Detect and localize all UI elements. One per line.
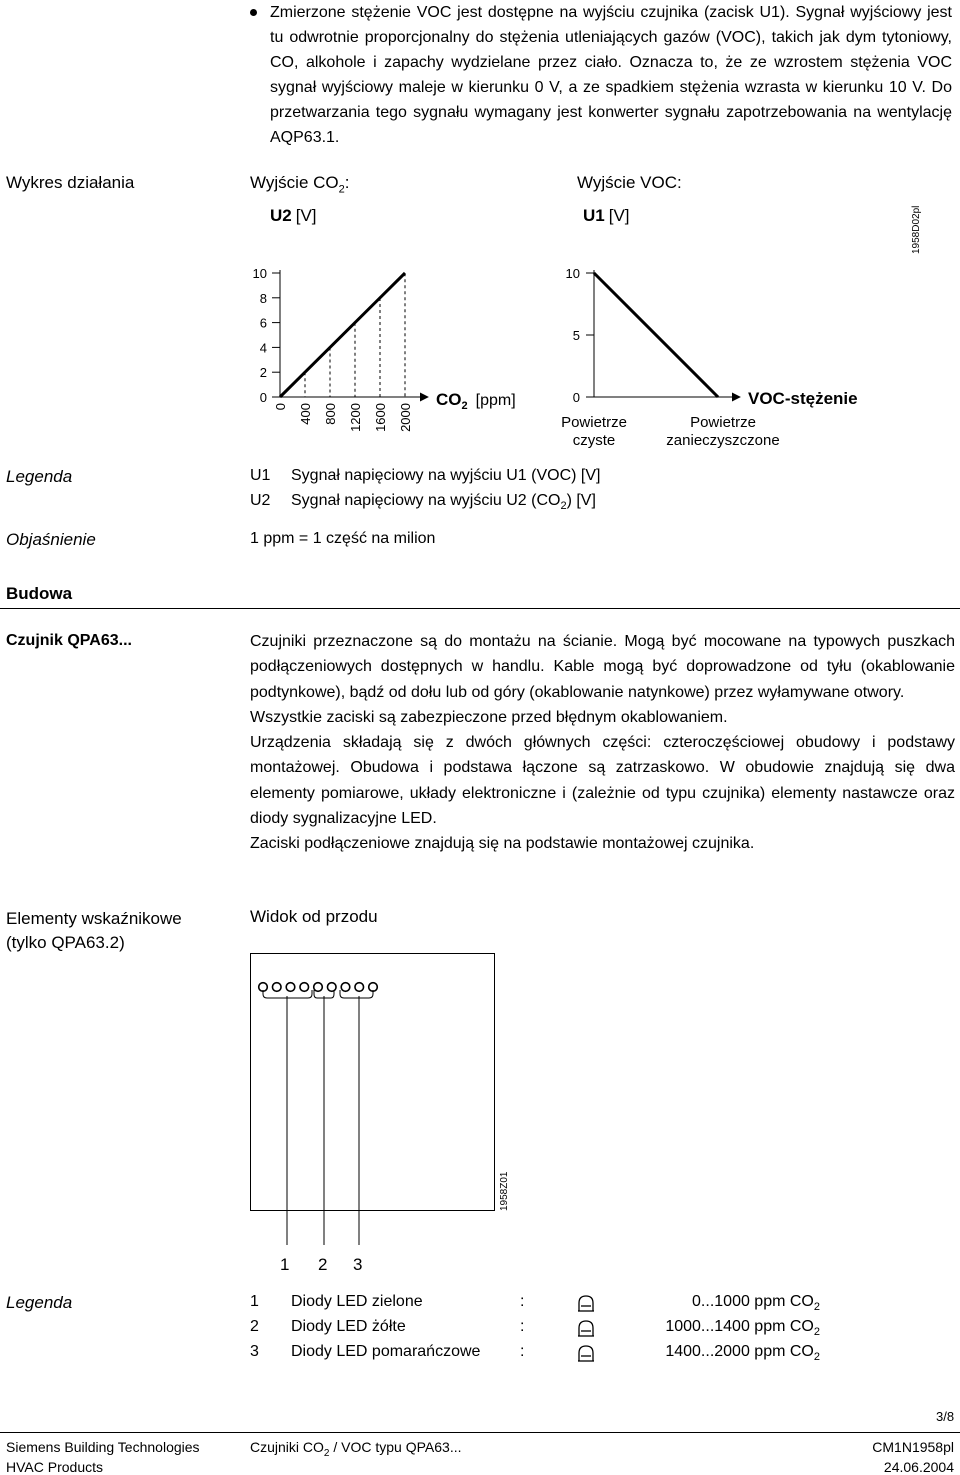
diagram-code: 1958D02pl	[911, 205, 922, 254]
voc-axis-title: VOC-stężenie	[748, 389, 858, 408]
u1-axis-title: U1 [V]	[583, 206, 630, 225]
u2-axis-title: U2 [V]	[270, 206, 317, 225]
budowa-paragraph: Czujniki przeznaczone są do montażu na ścianie. Mogą być mocowane na typowych puszkach podłączeniowych dostępnych w handlu. Kable mogą być doprowadzone od tyłu (okablowanie podtynkowe), bądź od dołu lub od góry (okablowanie natynkowe) przez wyłamywane otwory.	[250, 633, 955, 701]
indicators-label: Elementy wskaźnikowe (tylko QPA63.2)	[6, 909, 182, 952]
footer-title: Czujniki $CO_2$ / VOC typu QPA63...	[250, 1439, 462, 1459]
section-rule	[0, 608, 960, 609]
budowa-paragraph: Zaciski podłączeniowe znajdują się na podstawie montażowej czujnika.	[250, 835, 755, 853]
legend2-name: Diody LED pomarańczowe	[291, 1343, 481, 1360]
led-circle	[341, 983, 350, 992]
legend2-num: 3	[250, 1343, 259, 1360]
co2-output-title: Wyjście $CO_2$:	[250, 173, 350, 196]
legend2-colon: :	[520, 1293, 525, 1310]
co2-y-tick-label: 2	[259, 365, 267, 381]
air-dirty-label-1: Powietrze	[690, 414, 756, 431]
footer-rule	[0, 1432, 960, 1433]
led-circle	[327, 983, 336, 992]
voc-output-title: Wyjście VOC:	[577, 173, 682, 192]
co2-x-tick-label: 400	[298, 403, 313, 425]
diagram-label: Wykres działania	[6, 173, 135, 192]
co2-y-tick-label: 8	[259, 290, 267, 306]
legend2-led-symbol-icon	[577, 1319, 595, 1337]
page-number: 3/8	[936, 1409, 955, 1424]
air-dirty-label-2: zanieczyszczone	[666, 432, 780, 449]
co2-y-ticks	[253, 266, 280, 405]
legend2-row	[0, 1343, 960, 1368]
co2-x-tick-label: 800	[323, 403, 338, 425]
legend2-led-symbol-icon	[577, 1344, 595, 1362]
co2-x-tick-label: 1200	[348, 403, 363, 432]
budowa-text	[250, 629, 955, 857]
voc-y-ticks	[566, 266, 594, 405]
air-clean-label-1: Powietrze	[561, 414, 627, 431]
led-number-1: 1	[280, 1255, 290, 1274]
voc-line-series	[594, 273, 718, 397]
legend2-colon: :	[520, 1343, 525, 1360]
led-circle	[355, 983, 364, 992]
legend-label: Legenda	[6, 467, 73, 486]
front-view-code: 1958Z01	[499, 1171, 510, 1211]
footer-doc: CM1N1958pl 24.06.2004	[872, 1439, 954, 1475]
bullet-dot	[250, 9, 257, 16]
legend2-range: 0...1000 ppm $CO_2$	[692, 1293, 820, 1314]
led-number-2: 2	[318, 1255, 328, 1274]
legend2-num: 2	[250, 1318, 259, 1335]
co2-x-tick-label: 0	[273, 403, 288, 411]
co2-x-tick-label: 1600	[373, 403, 388, 432]
legend2-row	[0, 1293, 960, 1318]
co2-line-series	[280, 273, 405, 397]
front-view-title: Widok od przodu	[250, 907, 378, 926]
led-circle	[286, 983, 295, 992]
sensor-label: Czujnik QPA63...	[6, 632, 132, 649]
legend-key-u1: U1	[250, 467, 271, 484]
legend-text-u2: Sygnał napięciowy na wyjściu U2 $(CO_2)$ [V]	[291, 492, 596, 513]
footer-company: Siemens Building Technologies HVAC Products	[6, 1439, 200, 1475]
legend2-label: Legenda	[6, 1293, 73, 1312]
led-circle	[272, 983, 281, 992]
legend2-name: Diody LED żółte	[291, 1318, 406, 1335]
co2-axis-title: $CO_2$ [ppm]	[436, 390, 516, 412]
explanation-text: 1 ppm = 1 część na milion	[250, 530, 436, 547]
voc-y-tick-label: 5	[572, 328, 580, 343]
co2-y-tick-label: 6	[259, 315, 267, 331]
legend2-num: 1	[250, 1293, 259, 1310]
led-number-3: 3	[353, 1255, 363, 1274]
co2-x-tick-label: 2000	[398, 403, 413, 432]
co2-y-tick-label: 0	[259, 390, 267, 405]
intro-paragraph: Zmierzone stężenie VOC jest dostępne na wyjściu czujnika (zacisk U1). Sygnał wyjściowy jest tu odwrotnie proporcjonalny do stężenia utleniających gazów (VOC), takich jak dym tytoniowy, CO, alkohole i zapachy wydzielane przez ciało. Oznacza to, że ze wzrostem stężenia VOC sygnał wyjściowy maleje w kierunku 0 V, a ze spadkiem stężenia wzrasta w kierunku 10 V. Do przetwarzania tego sygnału wymagany jest konwerter sygnału zapotrzebowania na wentylację AQP63.1.	[270, 4, 952, 146]
legend-key-u2: U2	[250, 492, 271, 509]
co2-y-tick-label: 10	[252, 266, 267, 281]
legend2-row	[0, 1318, 960, 1343]
legend2-led-symbol-icon	[577, 1294, 595, 1312]
legend2-range: 1400...2000 ppm $CO_2$	[665, 1343, 820, 1364]
legend2-range: 1000...1400 ppm $CO_2$	[665, 1318, 820, 1339]
air-clean-label-2: czyste	[572, 432, 616, 449]
explanation-label: Objaśnienie	[6, 530, 96, 549]
section-heading-budowa: Budowa	[6, 584, 73, 603]
voc-y-tick-label: 10	[565, 266, 580, 281]
legend-text-u1: Sygnał napięciowy na wyjściu U1 (VOC) [V]	[291, 467, 601, 484]
co2-x-ticks	[273, 273, 413, 432]
led-circle	[300, 983, 309, 992]
function-diagram	[0, 195, 960, 455]
led-row	[259, 983, 378, 992]
led-circle	[314, 983, 323, 992]
legend2-colon: :	[520, 1318, 525, 1335]
co2-y-tick-label: 4	[259, 340, 267, 356]
budowa-paragraph: Wszystkie zaciski są zabezpieczone przed błędnym okablowaniem.	[250, 708, 728, 726]
led-diagram	[250, 970, 510, 1260]
voc-y-tick-label: 0	[572, 390, 580, 405]
budowa-paragraph: Urządzenia składają się z dwóch głównych części: czteroczęściowej obudowy i podstawy montażowej. Obudowa i podstawa łączone są zatrzaskowo. W obudowie znajdują się dwa elementy pomiarowe, układy elektroniczne i (zależnie od typu czujnika) elementy nastawcze oraz diody sygnalizacyjne LED.	[250, 734, 955, 828]
legend2-name: Diody LED zielone	[291, 1293, 423, 1310]
